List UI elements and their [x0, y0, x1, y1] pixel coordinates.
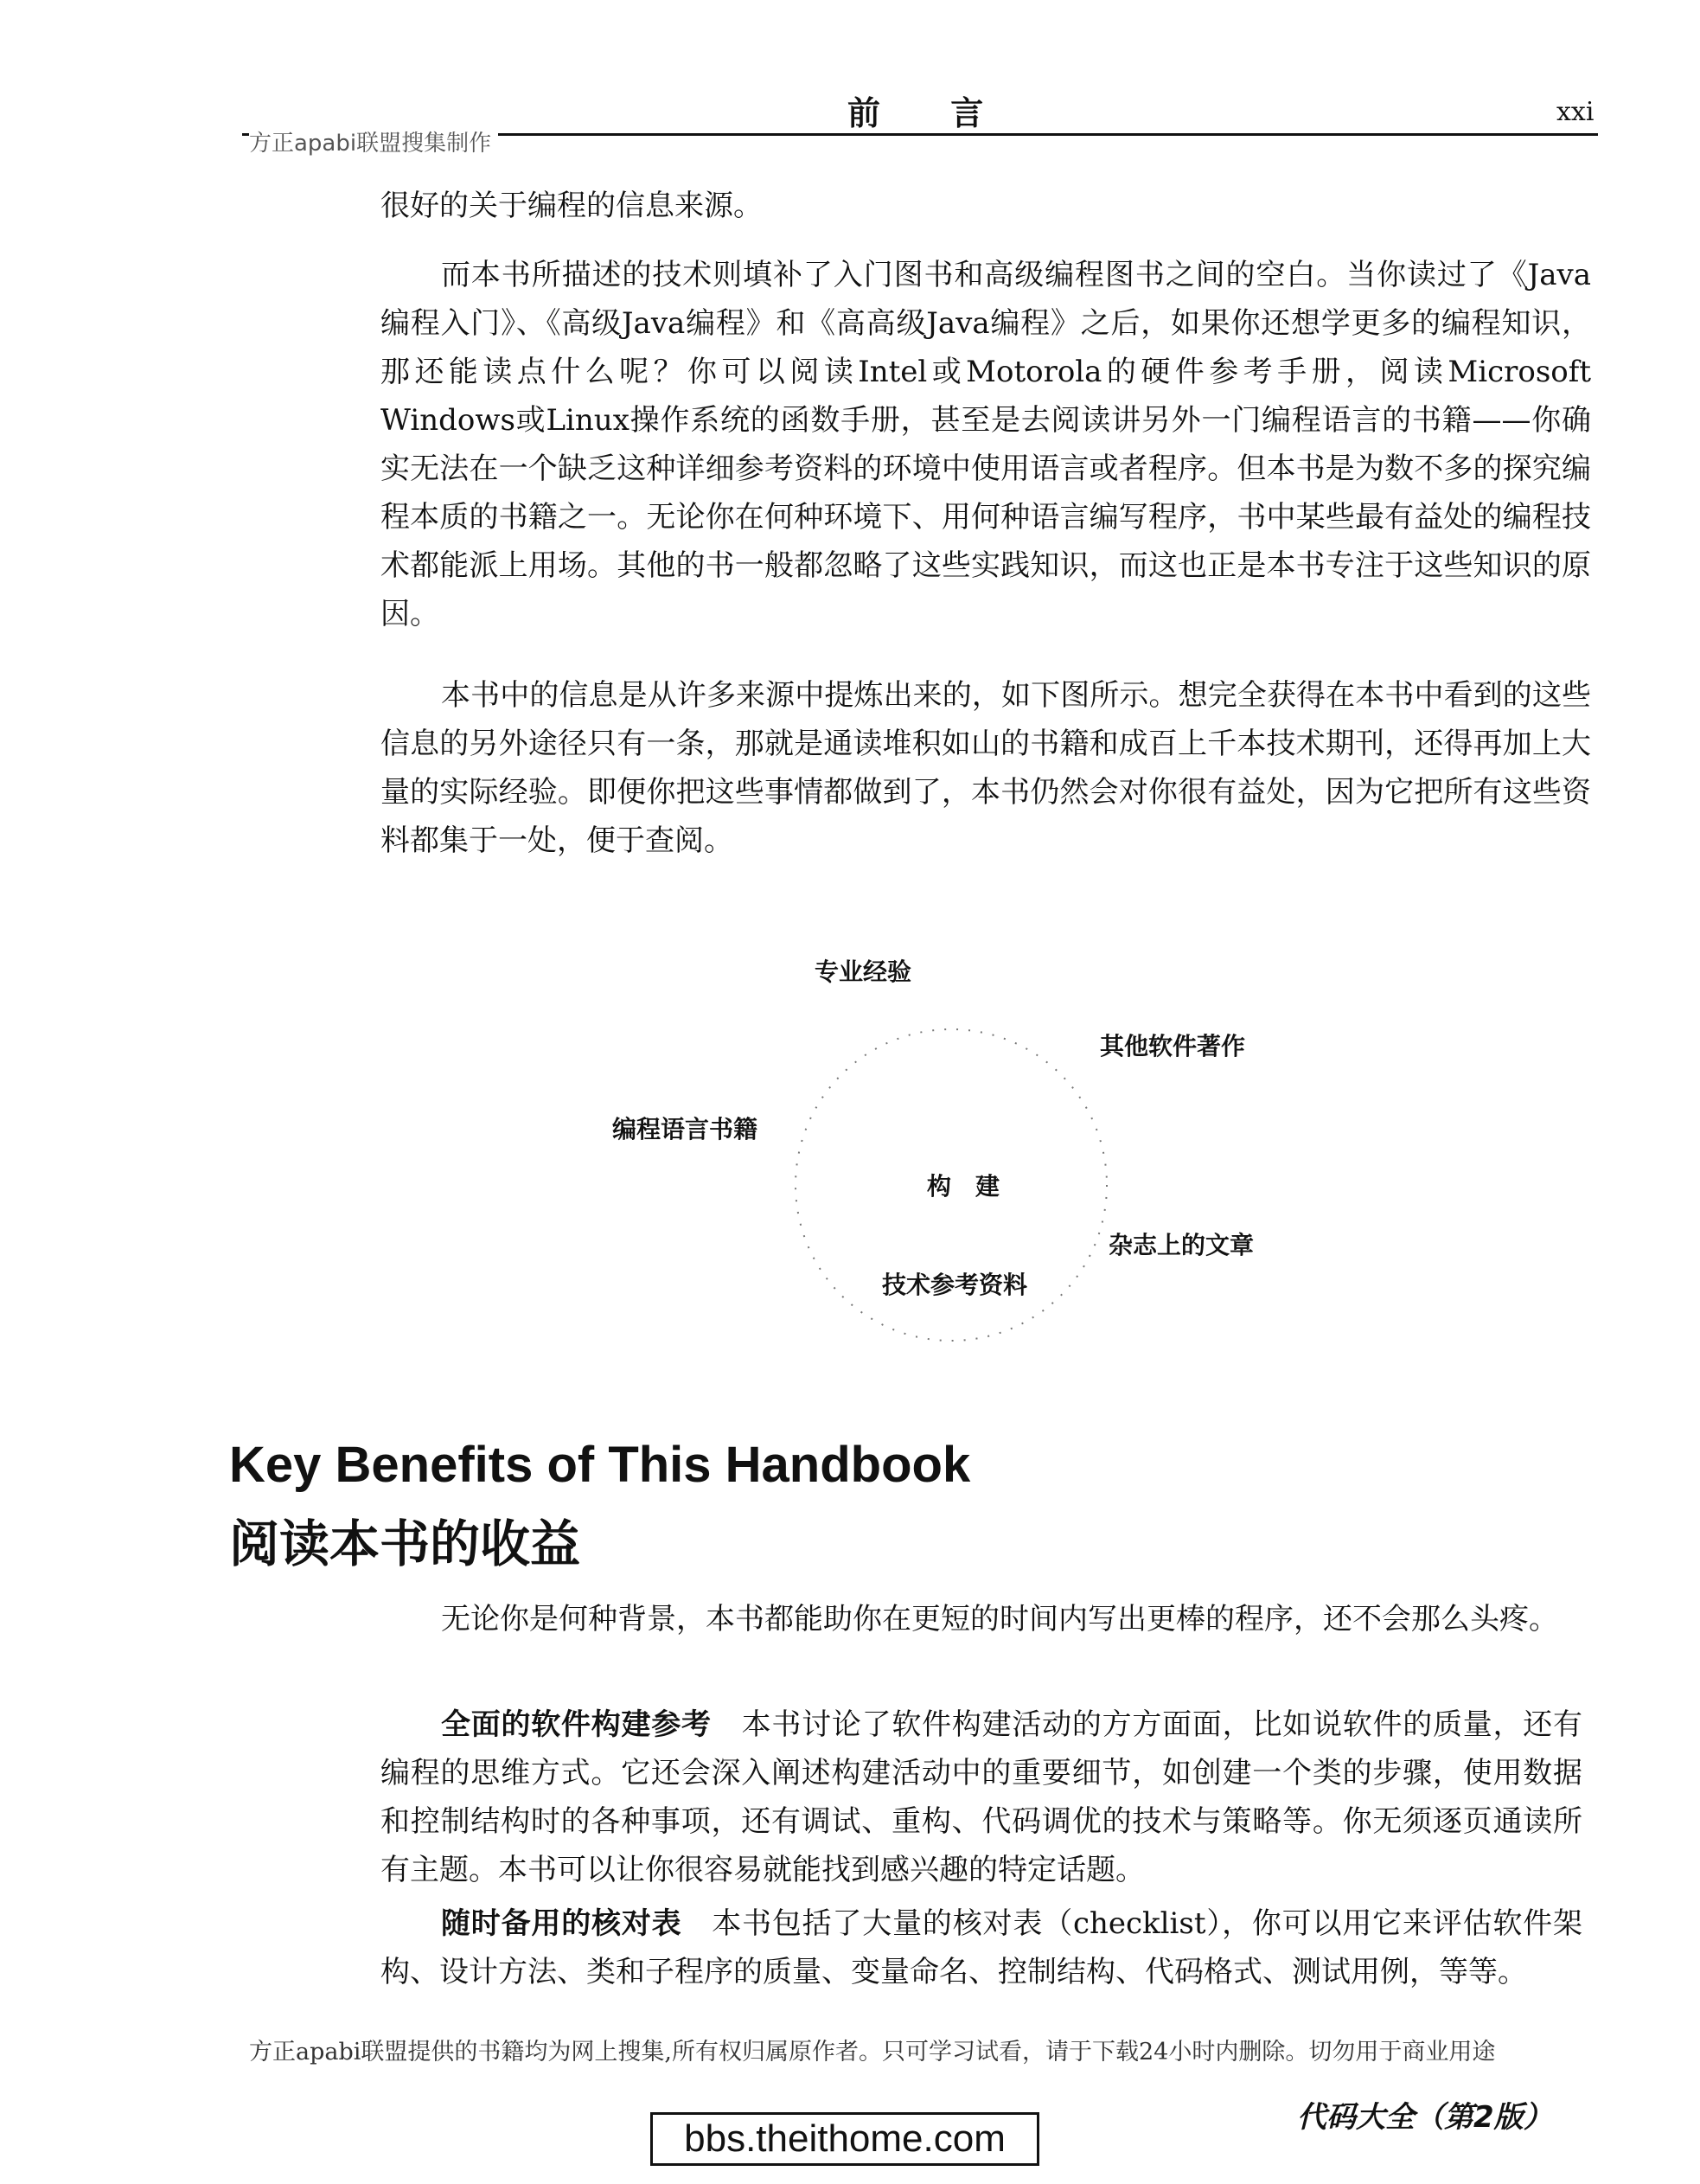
diagram-source-magazine-articles: 杂志上的文章: [1109, 1231, 1255, 1259]
benefit-item-reference: [380, 1700, 1582, 1894]
site-url-stamp: bbs.theithome.com: [650, 2112, 1039, 2166]
benefit-term: 全面的软件构建参考: [441, 1707, 712, 1742]
benefit-item-checklists: [380, 1899, 1582, 1996]
paragraph-gap-filling: 而本书所描述的技术则填补了入门图书和高级编程图书之间的空白。当你读过了《Java编程入门》、《高级Java编程》和《高高级Java编程》之后，如果你还想学更多的编程知识，那还能读点什么呢？你可以阅读Intel或Motorola的硬件参考手册，阅读Microsoft Windows或Linux操作系统的函数手册，甚至是去阅读讲另外一门编程语言的书籍——你确实无法在一个缺乏这种详细参考资料的环境中使用语言或者程序。但本书是为数不多的探究编程本质的书籍之一。无论你在何种环境下、用何种语言编写程序，书中某些最有益处的编程技术都能派上用场。其他的书一般都忽略了这些实践知识，而这也正是本书专注于这些知识的原因。: [380, 258, 1591, 631]
diagram-source-professional-experience: 专业经验: [815, 958, 912, 986]
diagram-center-label: 构 建: [927, 1172, 1000, 1201]
page-number: xxi: [1556, 97, 1595, 127]
diagram-source-technical-references: 技术参考资料: [882, 1271, 1028, 1299]
section-heading-en: Key Benefits of This Handbook: [229, 1437, 971, 1493]
diagram-source-language-books: 编程语言书籍: [612, 1115, 758, 1143]
diagram-source-other-software-books: 其他软件著作: [1100, 1032, 1246, 1060]
section-intro: 无论你是何种背景，本书都能助你在更短的时间内写出更棒的程序，还不会那么头疼。: [441, 1602, 1558, 1636]
benefit-term: 随时备用的核对表: [441, 1906, 682, 1941]
sources-diagram: [571, 934, 1314, 1401]
footer-watermark: 方正apabi联盟提供的书籍均为网上搜集,所有权归属原作者。只可学习试看，请于下载24小时内删除。切勿用于商业用途: [249, 2039, 1496, 2066]
footer-book-title: 代码大全（第2版）: [1297, 2100, 1553, 2135]
benefit-text: 本书讨论了软件构建活动的方方面面，比如说软件的质量，还有编程的思维方式。它还会深入阐述构建活动中的重要细节，如创建一个类的步骤，使用数据和控制结构时的各种事项，还有调试、重构、代码调优的技术与策略等。你无须逐页通读所有主题。本书可以让你很容易就能找到感兴趣的特定话题。: [380, 1707, 1583, 1887]
section-heading-zh: 阅读本书的收益: [229, 1515, 581, 1573]
header-watermark: 方正apabi联盟搜集制作: [249, 125, 498, 157]
paragraph-information-sources: 本书中的信息是从许多来源中提炼出来的，如下图所示。想完全获得在本书中看到的这些信息的另外途径只有一条，那就是通读堆积如山的书籍和成百上千本技术期刊，还得再加上大量的实际经验。即便你把这些事情都做到了，本书仍然会对你很有益处，因为它把所有这些资料都集于一处，便于查阅。: [380, 678, 1591, 858]
running-title: 前 言: [847, 93, 1013, 132]
paragraph-continuation: 很好的关于编程的信息来源。: [380, 189, 763, 223]
benefit-text: 本书包括了大量的核对表（checklist），你可以用它来评估软件架构、设计方法、类和子程序的质量、变量命名、控制结构、代码格式、测试用例，等等。: [380, 1906, 1582, 1989]
